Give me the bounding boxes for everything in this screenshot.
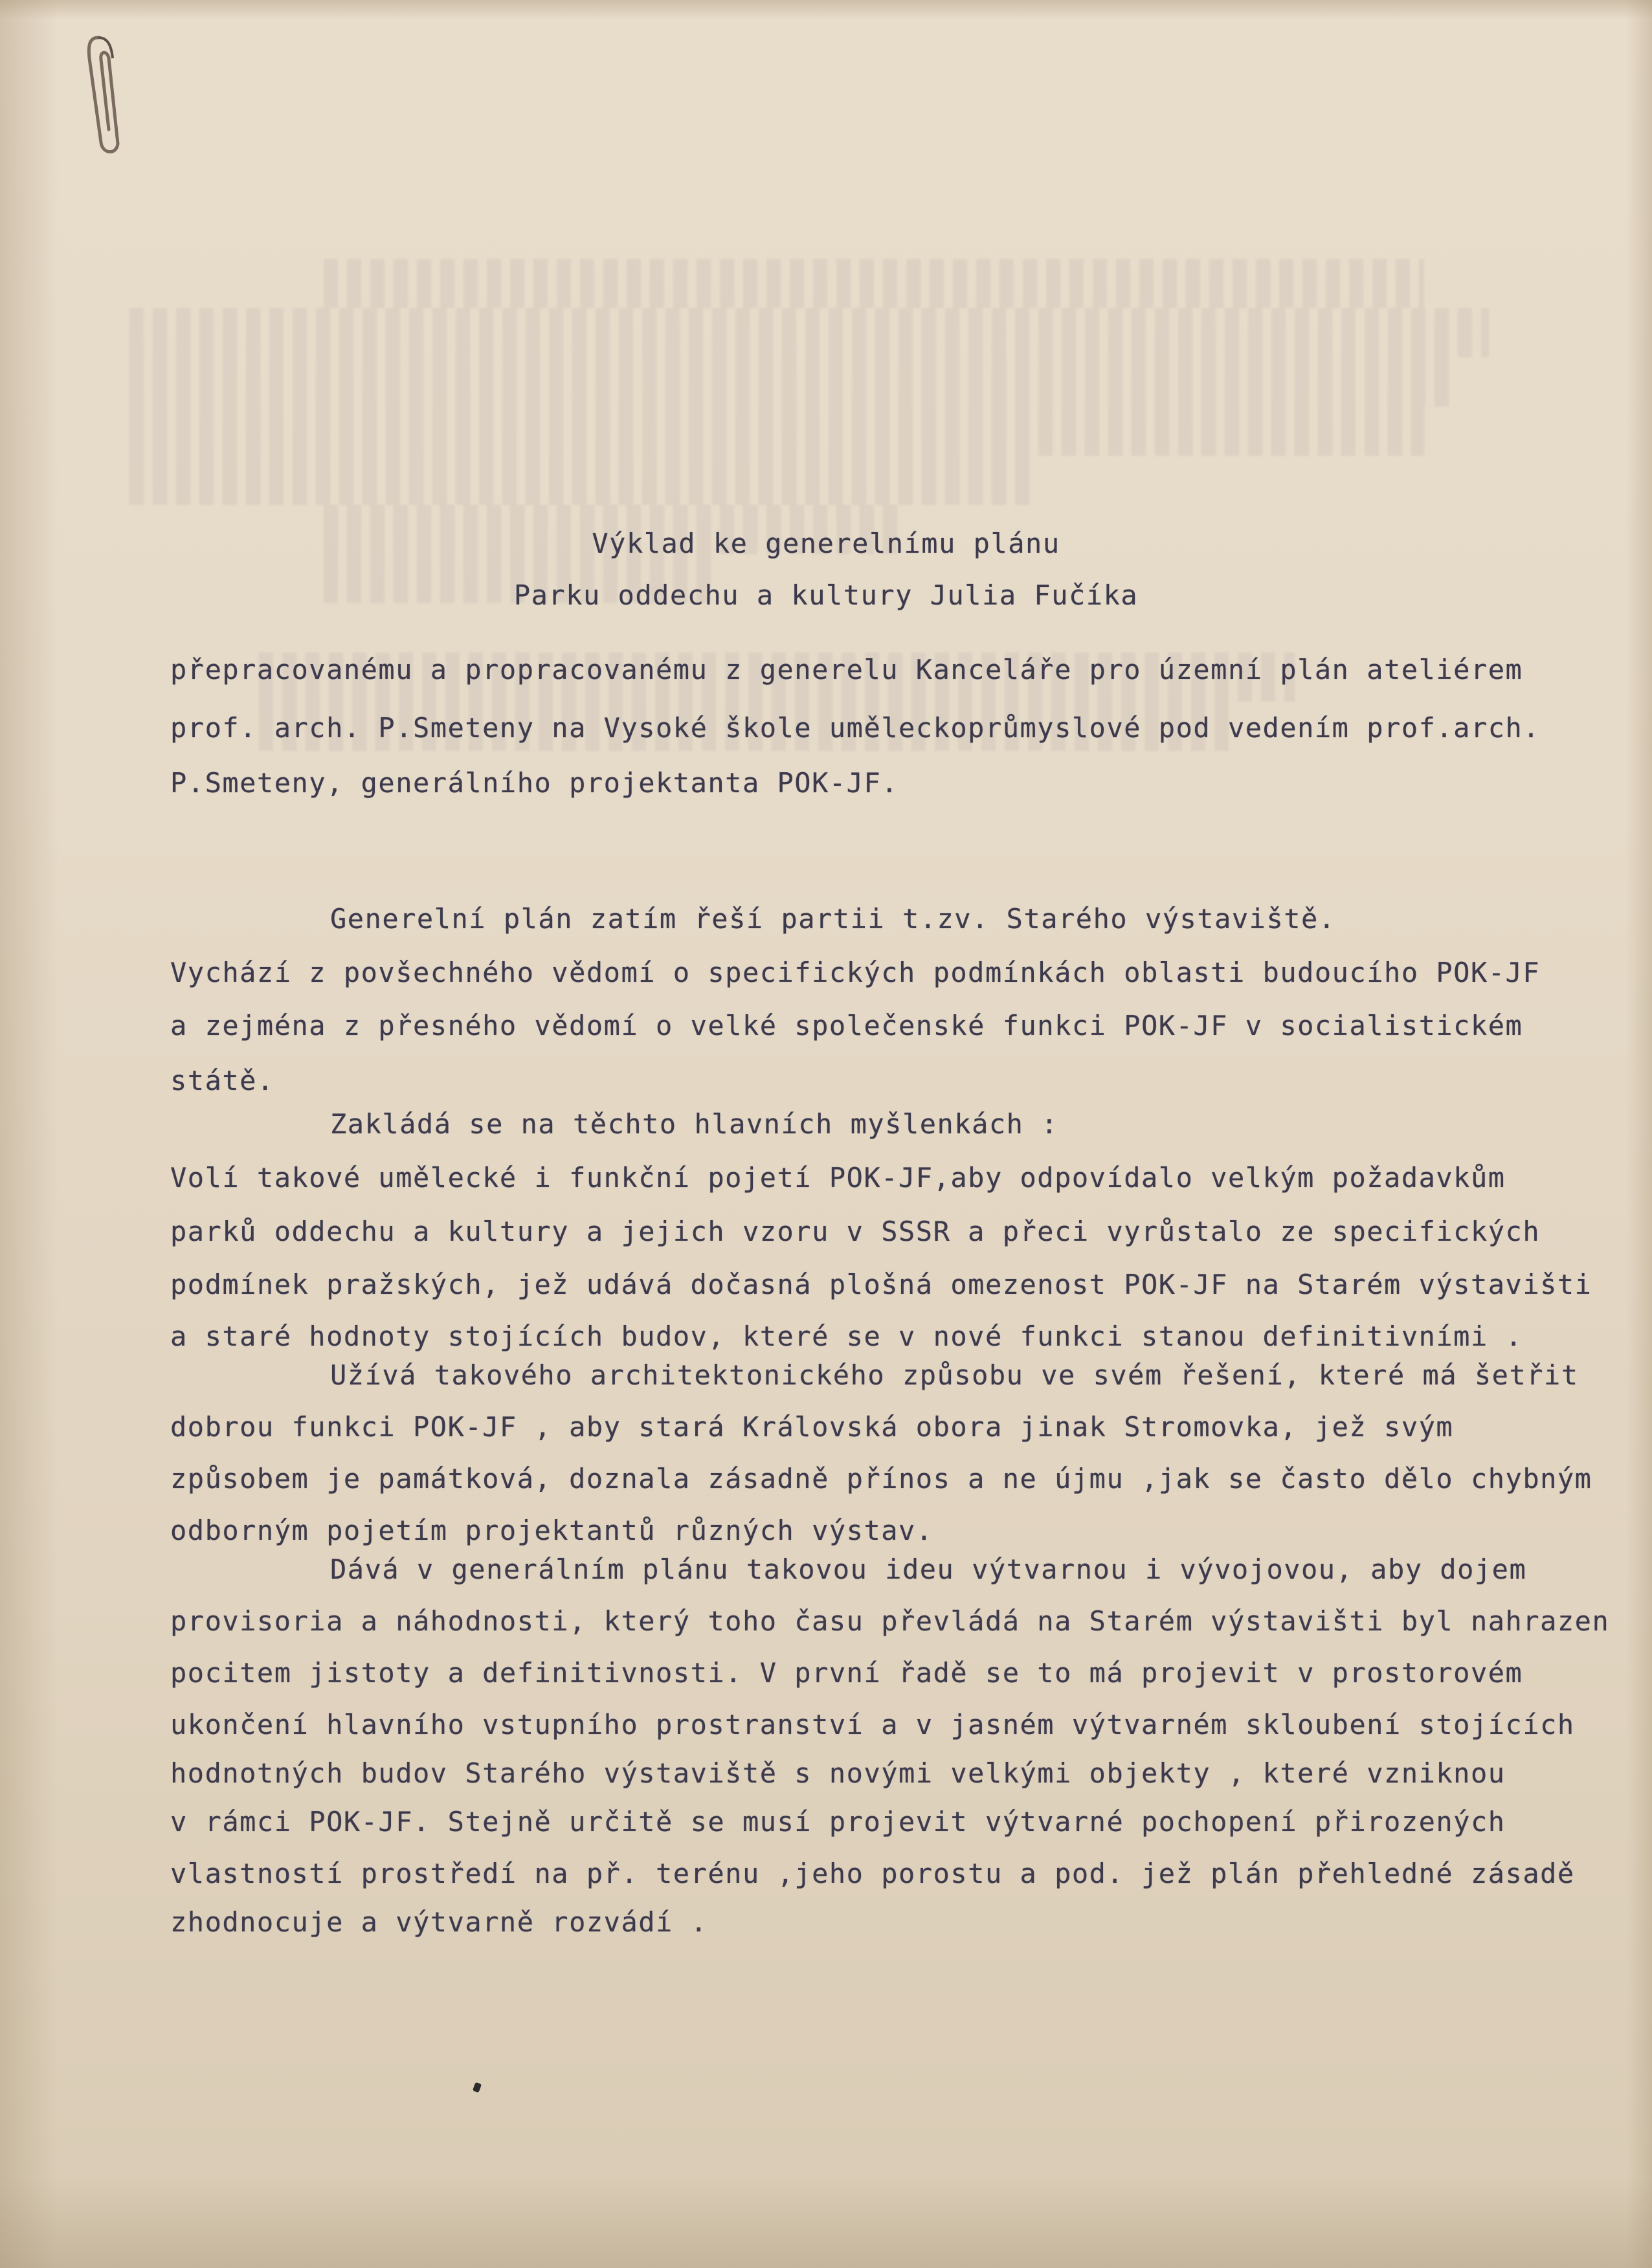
body-line: a staré hodnoty stojících budov, které se v nové funkci stanou definitivními . (170, 1320, 1523, 1352)
paper-shadow-left (0, 0, 58, 2268)
document-title-line-2: Parku oddechu a kultury Julia Fučíka (513, 579, 1139, 611)
body-line: Volí takové umělecké i funkční pojetí POK-JF,aby odpovídalo velkým požadavkům (170, 1162, 1506, 1194)
body-line: podmínek pražských, jež udává dočasná plošná omezenost POK-JF na Starém výstavišti (170, 1269, 1592, 1300)
intro-line: přepracovanému a propracovanému z generelu Kanceláře pro územní plán ateliérem (170, 654, 1523, 685)
body-line: hodnotných budov Starého výstaviště s novými velkými objekty , které vzniknou (170, 1757, 1506, 1789)
body-line: ukončení hlavního vstupního prostranství a v jasném výtvarném skloubení stojících (170, 1709, 1575, 1740)
paper-edge-right (1626, 0, 1652, 2268)
document-title-line-1: Výklad ke generelnímu plánu (592, 528, 1060, 559)
body-line: a zejména z přesného vědomí o velké společenské funkci POK-JF v socialistickém (170, 1010, 1523, 1041)
body-line: provisoria a náhodnosti, který toho času převládá na Starém výstavišti byl nahrazen (170, 1605, 1610, 1637)
body-line: Vychází z povšechného vědomí o specifických podmínkách oblasti budoucího POK-JF (170, 957, 1541, 988)
body-line: způsobem je památková, doznala zásadně přínos a ne újmu ,jak se často dělo chybným (170, 1463, 1592, 1495)
body-line: Dává v generálním plánu takovou ideu výtvarnou i vývojovou, aby dojem (330, 1553, 1527, 1585)
body-line: státě. (170, 1065, 274, 1096)
body-line: pocitem jistoty a definitivnosti. V první řadě se to má projevit v prostorovém (170, 1657, 1523, 1689)
body-line: parků oddechu a kultury a jejich vzoru v SSSR a přeci vyrůstalo ze specifických (170, 1216, 1541, 1247)
paper-clip-icon (84, 32, 129, 162)
body-line: dobrou funkci POK-JF , aby stará Královská obora jinak Stromovka, jež svým (170, 1411, 1454, 1443)
body-line: odborným pojetím projektantů různých výstav. (170, 1515, 933, 1546)
intro-line: P.Smeteny, generálního projektanta POK-JF. (170, 767, 899, 799)
body-line: Užívá takového architektonického způsobu ve svém řešení, které má šetřit (330, 1359, 1579, 1391)
body-line: Zakládá se na těchto hlavních myšlenkách : (330, 1108, 1059, 1140)
body-line: zhodnocuje a výtvarně rozvádí . (170, 1906, 708, 1938)
ink-spot (473, 2082, 482, 2093)
body-line: Generelní plán zatím řeší partii t.zv. Starého výstaviště. (330, 903, 1336, 935)
intro-line: prof. arch. P.Smeteny na Vysoké škole uměleckoprůmyslové pod vedením prof.arch. (170, 712, 1541, 744)
paper-shadow-bottom (0, 2177, 1652, 2268)
body-line: v rámci POK-JF. Stejně určitě se musí projevit výtvarné pochopení přirozených (170, 1806, 1506, 1838)
paper-edge-top (0, 0, 1652, 19)
body-line: vlastností prostředí na př. terénu ,jeho porostu a pod. jež plán přehledné zásadě (170, 1858, 1575, 1889)
